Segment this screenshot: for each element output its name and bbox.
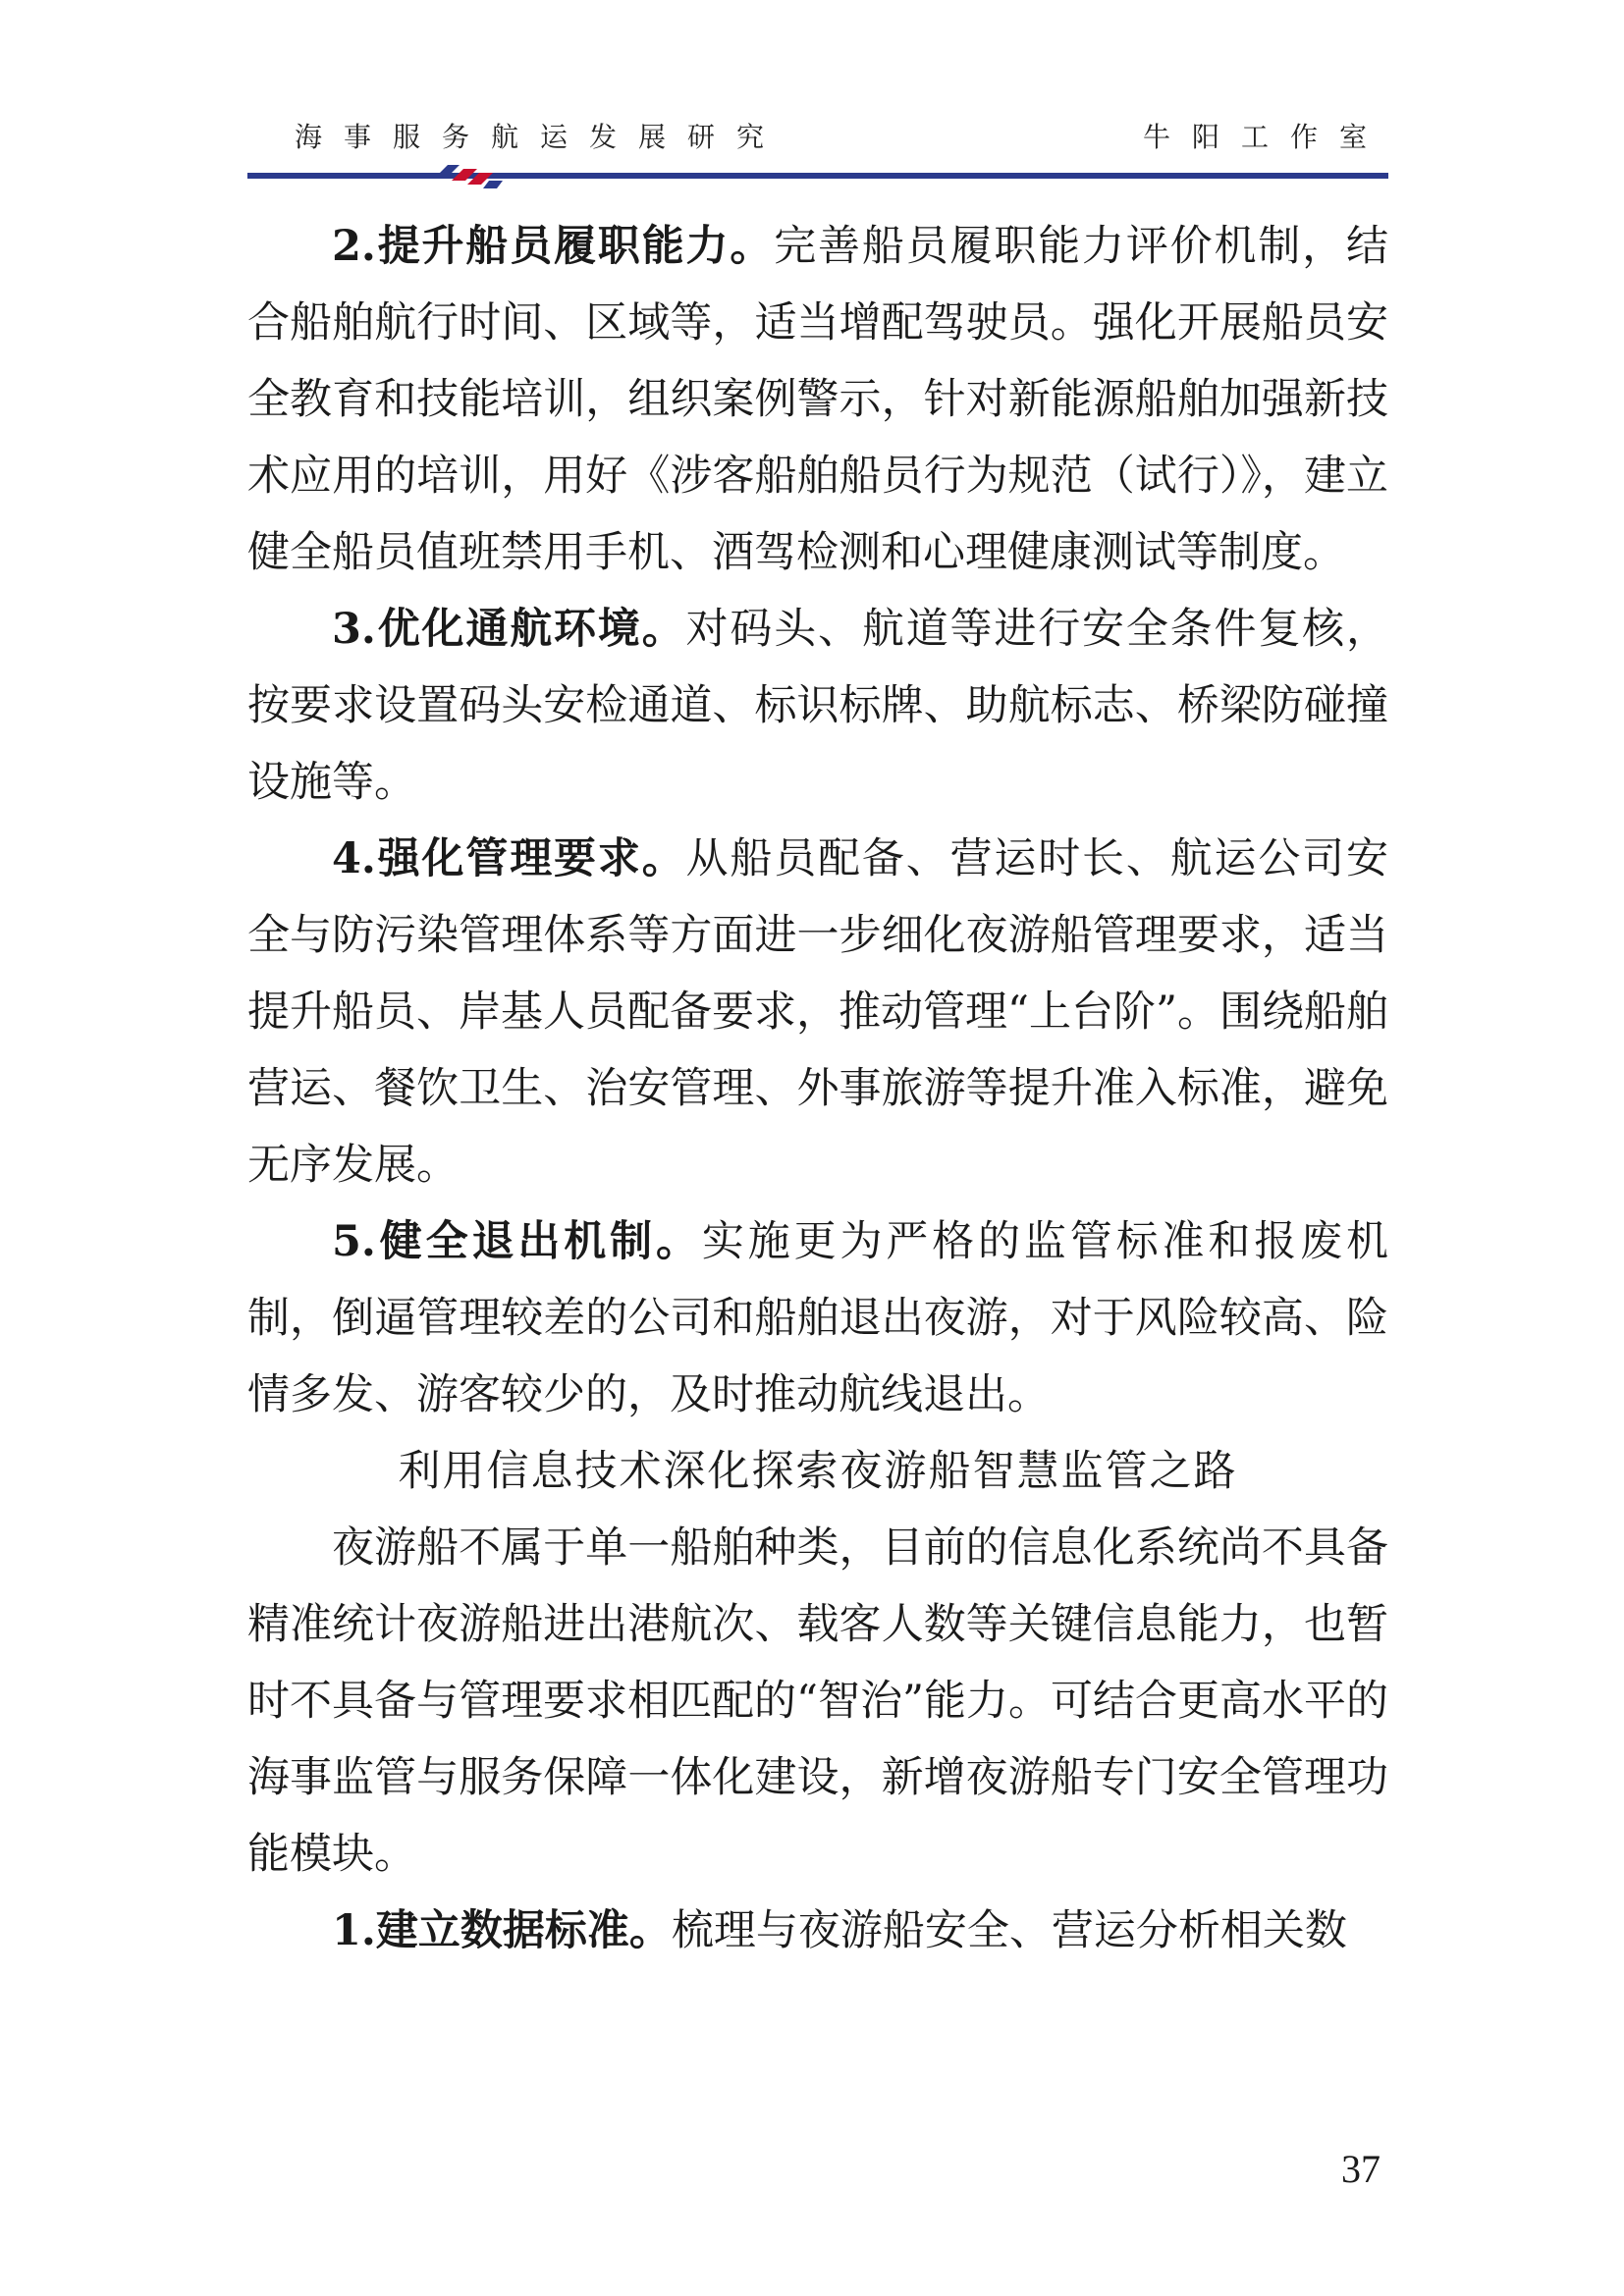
header-author: 牛阳工作室 bbox=[1142, 121, 1388, 153]
paragraph-4-text: 实施更为严格的监管标准和报废机制，倒逼管理较差的公司和船舶退出夜游，对于风险较高、险情多发、游客较少的，及时推动航线退出。 bbox=[247, 1217, 1389, 1419]
last-paragraph bbox=[247, 1893, 1388, 1969]
paragraph-3-lead: 4.强化管理要求。 bbox=[332, 834, 686, 883]
section-heading: 利用信息技术深化探索夜游船智慧监管之路 bbox=[398, 1447, 1238, 1496]
header-title: 海事服务航运发展研究 bbox=[295, 121, 786, 153]
paragraph-2-lead: 3.优化通航环境。 bbox=[332, 605, 686, 654]
paragraph-2-text: 对码头、航道等进行安全条件复核，按要求设置码头安检通道、标识标牌、助航标志、桥梁防碰撞设施等。 bbox=[247, 605, 1389, 807]
header-rule bbox=[247, 173, 1388, 179]
article-body bbox=[247, 208, 1388, 1969]
paragraph-1-text: 完善船员履职能力评价机制，结合船舶航行时间、区域等，适当增配驾驶员。强化开展船员安全教育和技能培训，组织案例警示，针对新能源船舶加强新技术应用的培训，用好《涉客船舶船员行为规范（试行）》，建立健全船员值班禁用手机、酒驾检测和心理健康测试等制度。 bbox=[247, 222, 1389, 577]
header-rule-accent bbox=[440, 165, 503, 188]
page-number: 37 bbox=[1341, 2147, 1380, 2191]
last-paragraph-text: 梳理与夜游船安全、营运分析相关数 bbox=[671, 1906, 1347, 1955]
section-paragraph: 夜游船不属于单一船舶种类，目前的信息化系统尚不具备精准统计夜游船进出港航次、载客人数等关键信息能力，也暂时不具备与管理要求相匹配的“智治”能力。可结合更高水平的海事监管与服务保障一体化建设，新增夜游船专门安全管理功能模块。 bbox=[247, 1523, 1388, 1879]
paragraph-3 bbox=[247, 821, 1388, 1203]
paragraph-4-lead: 5.健全退出机制。 bbox=[332, 1217, 702, 1266]
paragraph-2 bbox=[247, 591, 1388, 821]
paragraph-1-lead: 2.提升船员履职能力。 bbox=[332, 222, 775, 271]
paragraph-1 bbox=[247, 208, 1388, 591]
paragraph-3-text: 从船员配备、营运时长、航运公司安全与防污染管理体系等方面进一步细化夜游船管理要求，适当提升船员、岸基人员配备要求，推动管理“上台阶”。围绕船舶营运、餐饮卫生、治安管理、外事旅游等提升准入标准，避免无序发展。 bbox=[247, 834, 1389, 1190]
paragraph-4 bbox=[247, 1203, 1388, 1433]
last-paragraph-lead: 1.建立数据标准。 bbox=[332, 1906, 672, 1955]
